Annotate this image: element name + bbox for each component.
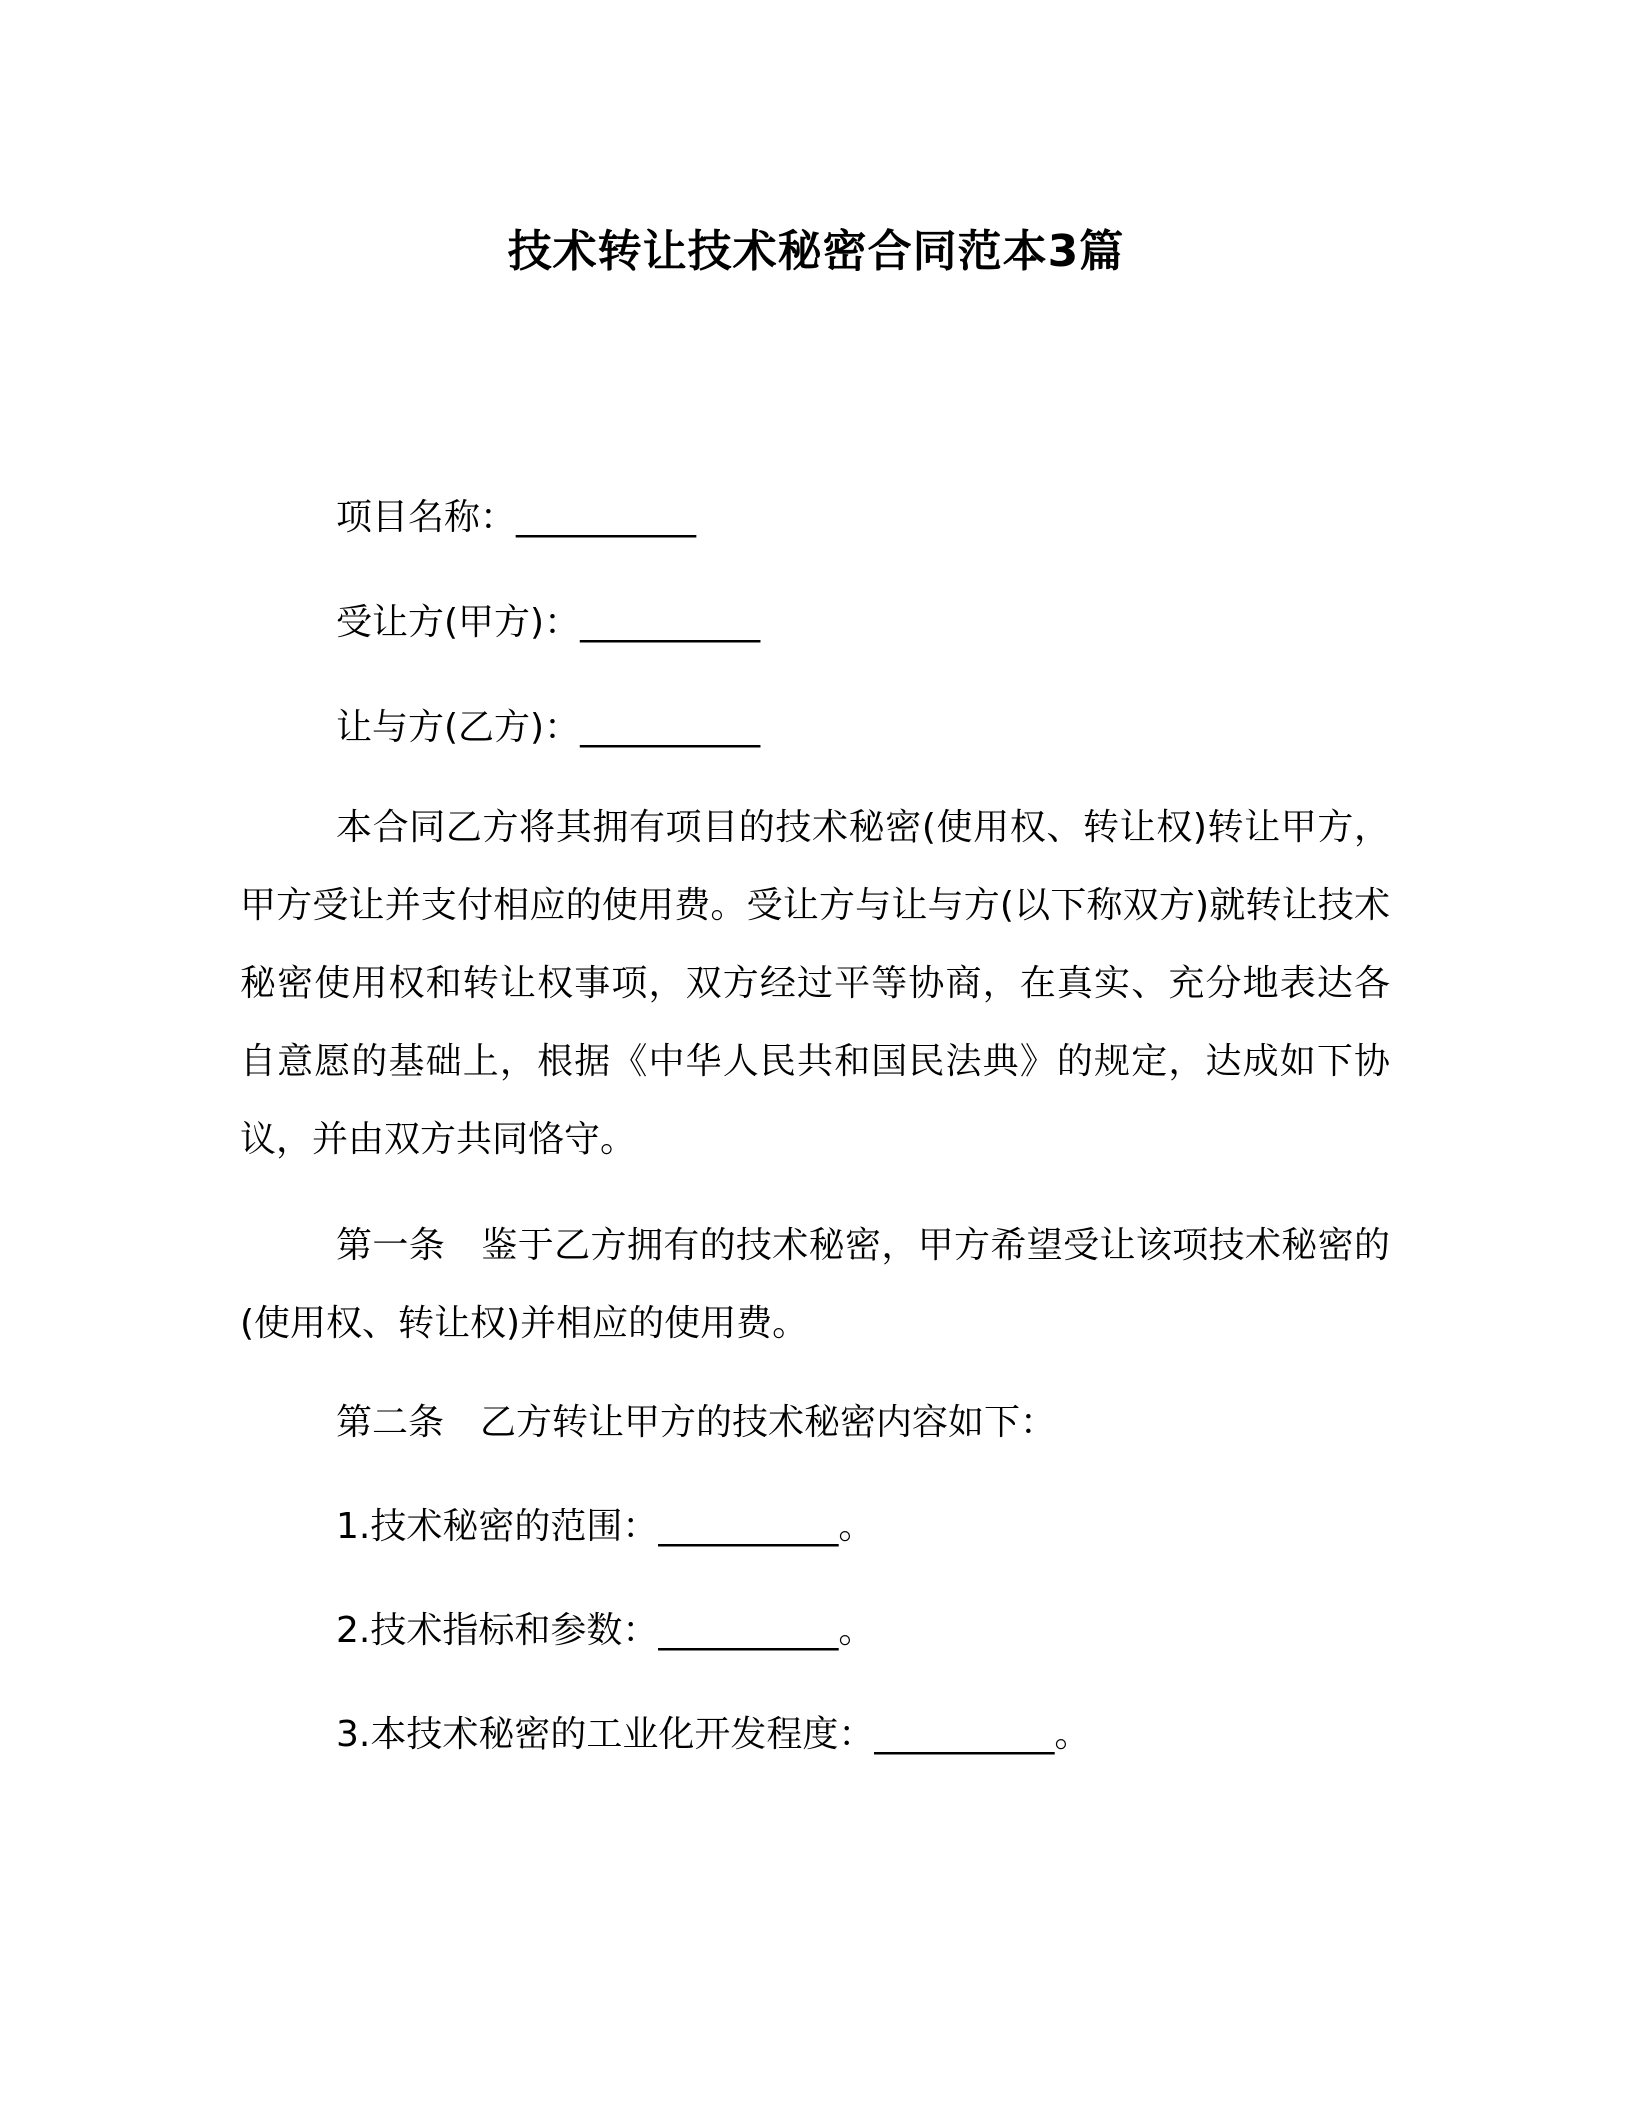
intro-paragraph: 本合同乙方将其拥有项目的技术秘密(使用权、转让权)转让甲方，甲方受让并支付相应的使用费。受让方与让与方(以下称双方)就转让技术秘密使用权和转让权事项，双方经过平等协商，在真实、充分地表达各自意愿的基础上，根据《中华人民共和国民法典》的规定，达成如下协议，并由双方共同恪守。 [240, 807, 1390, 1160]
party-b-field: 让与方(乙方)：__________ [336, 707, 761, 748]
article-two: 第二条 乙方转让甲方的技术秘密内容如下： [336, 1402, 1057, 1443]
project-name-field: 项目名称：__________ [336, 497, 697, 538]
item-industrialization-degree: 3.本技术秘密的工业化开发程度：__________。 [336, 1714, 1091, 1755]
item-technical-scope: 1.技术秘密的范围：__________。 [336, 1506, 875, 1547]
document-title: 技术转让技术秘密合同范本3篇 [507, 226, 1125, 277]
item-technical-indicators: 2.技术指标和参数：__________。 [336, 1610, 875, 1651]
party-a-field: 受让方(甲方)：__________ [336, 602, 761, 643]
article-one: 第一条 鉴于乙方拥有的技术秘密，甲方希望受让该项技术秘密的(使用权、转让权)并相应的使用费。 [240, 1225, 1390, 1344]
